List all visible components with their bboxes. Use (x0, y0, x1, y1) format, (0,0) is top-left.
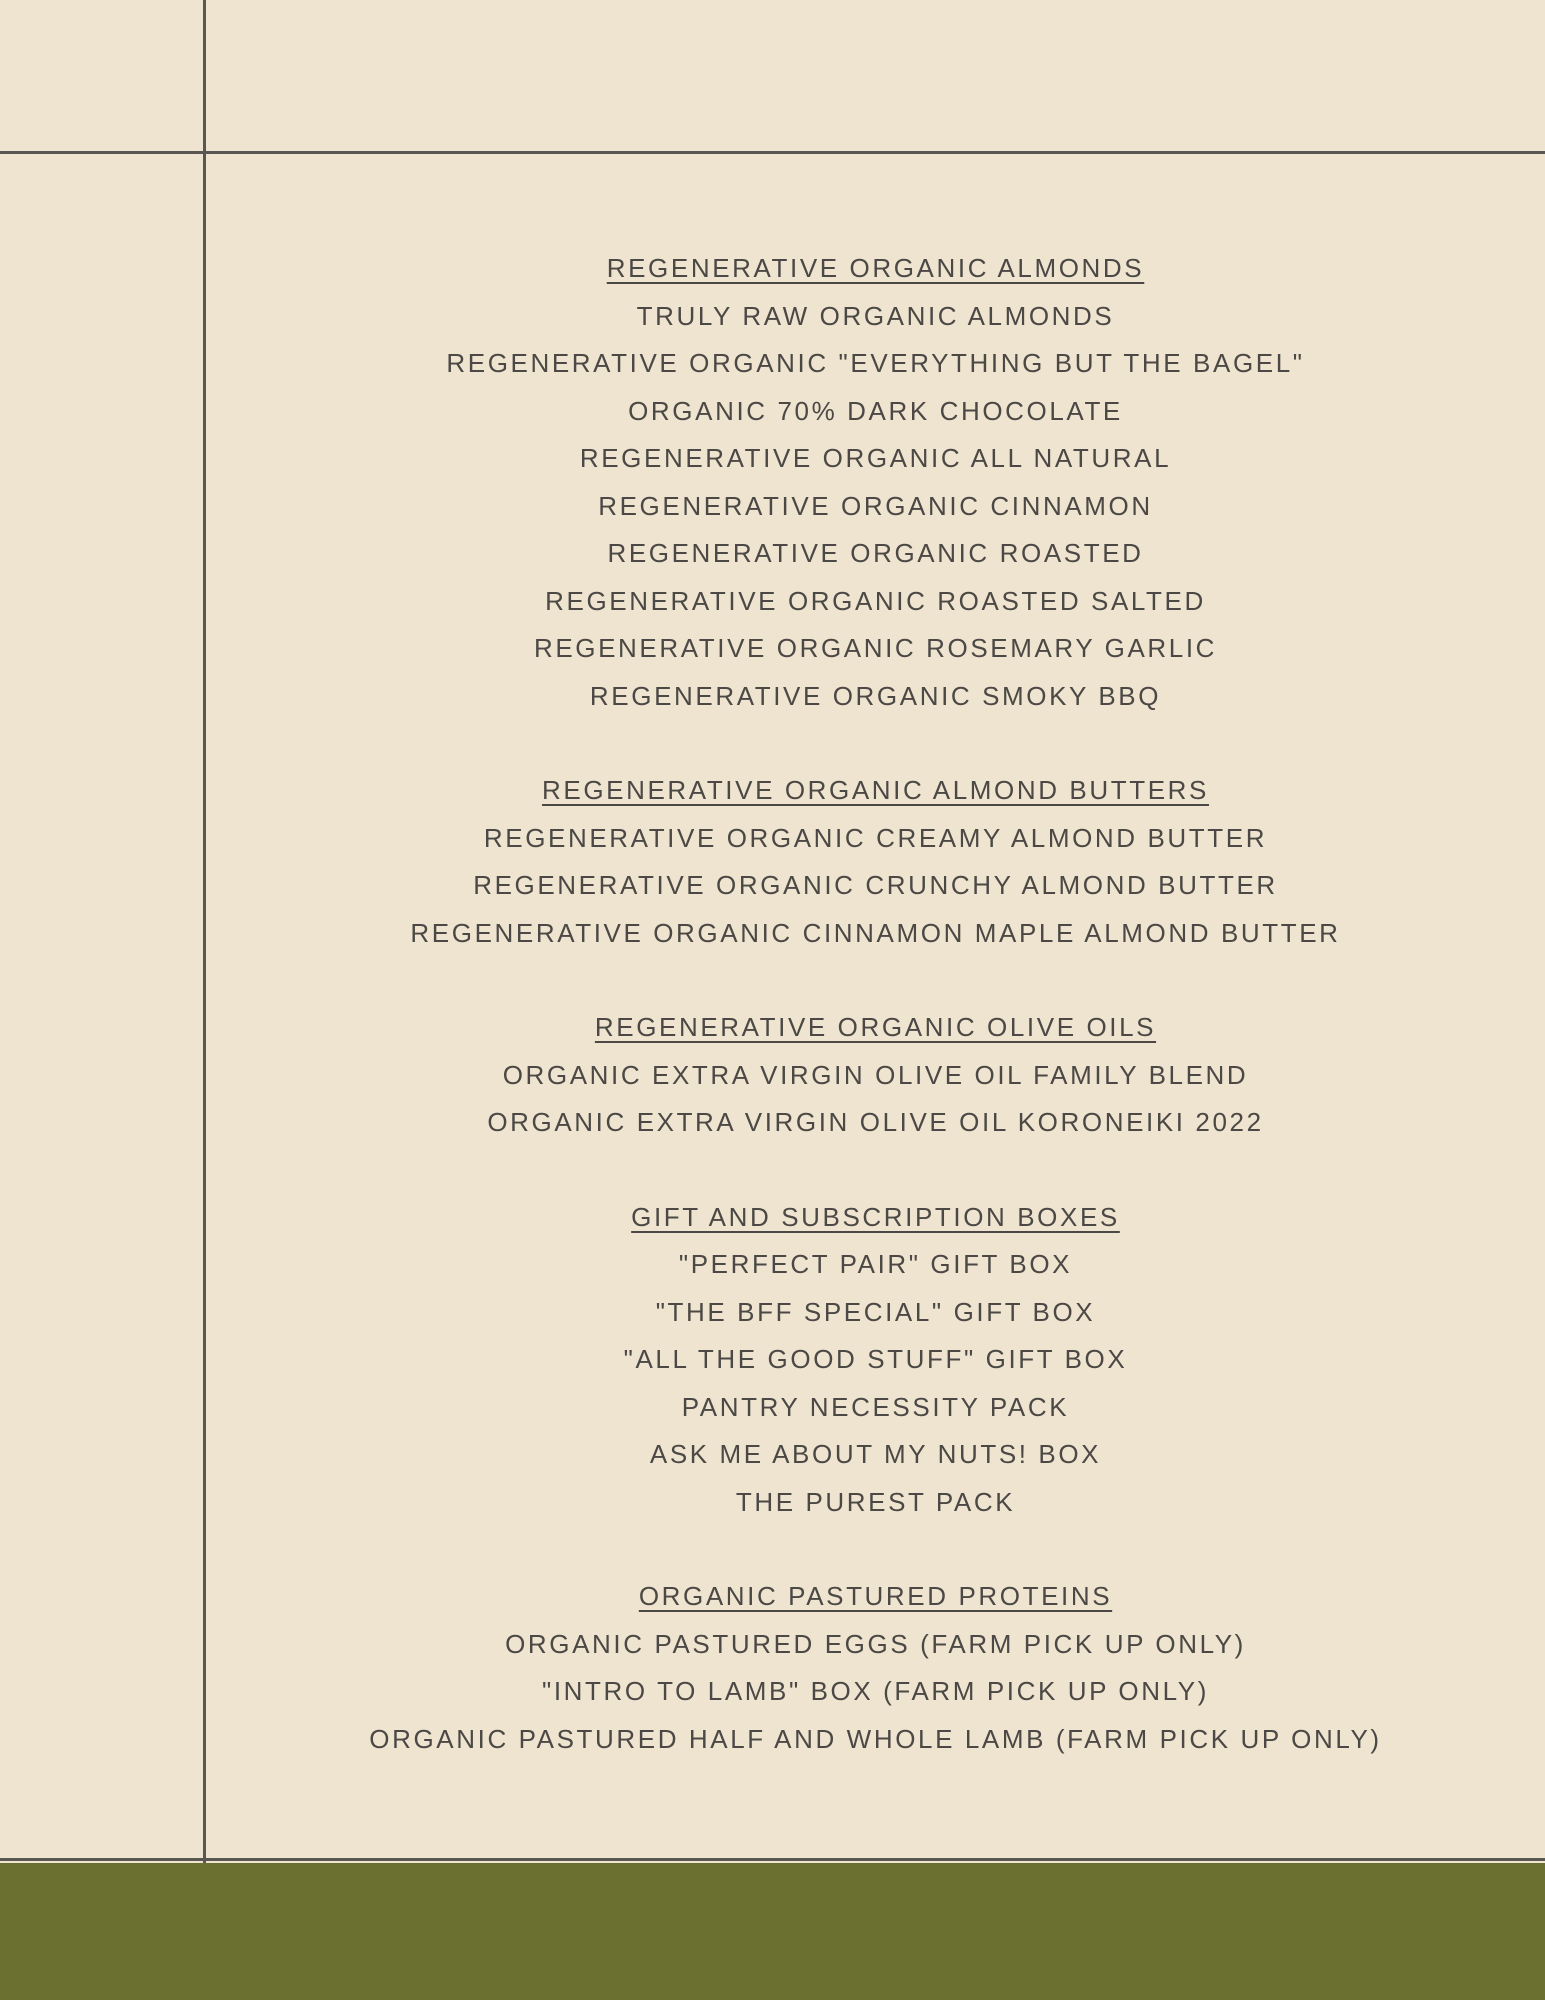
section-heading-text: GIFT AND SUBSCRIPTION BOXES (631, 1201, 1120, 1232)
top-horizontal-rule (0, 151, 1545, 154)
product-item: REGENERATIVE ORGANIC CREAMY ALMOND BUTTER (483, 822, 1268, 853)
section-heading-text: REGENERATIVE ORGANIC ALMOND BUTTERS (542, 775, 1209, 805)
product-item: PANTRY NECESSITY PACK (681, 1391, 1070, 1422)
bottom-horizontal-rule (0, 1858, 1545, 1861)
product-list (206, 245, 1545, 1810)
product-item: ORGANIC PASTURED HALF AND WHOLE LAMB (FARM PICK UP ONLY) (369, 1723, 1382, 1754)
section-heading (206, 245, 1545, 293)
product-section (206, 245, 1545, 720)
section-heading (206, 1194, 1545, 1242)
product-item: "PERFECT PAIR" GIFT BOX (678, 1249, 1073, 1279)
section-heading-text: REGENERATIVE ORGANIC OLIVE OILS (594, 1012, 1157, 1042)
product-item: ORGANIC EXTRA VIRGIN OLIVE OIL KORONEIKI 2022 (487, 1107, 1264, 1137)
product-item: REGENERATIVE ORGANIC "EVERYTHING BUT THE BAGEL" (446, 348, 1305, 378)
product-item: ASK ME ABOUT MY NUTS! BOX (649, 1439, 1102, 1469)
product-item: REGENERATIVE ORGANIC ROSEMARY GARLIC (533, 633, 1218, 663)
product-item: REGENERATIVE ORGANIC ROASTED SALTED (545, 585, 1206, 616)
product-item: REGENERATIVE ORGANIC SMOKY BBQ (589, 680, 1162, 711)
section-heading-text: ORGANIC PASTURED PROTEINS (638, 1581, 1113, 1611)
section-heading (206, 767, 1545, 815)
product-item: "THE BFF SPECIAL" GIFT BOX (655, 1296, 1096, 1327)
product-section (206, 767, 1545, 957)
section-heading (206, 1004, 1545, 1052)
product-item: REGENERATIVE ORGANIC CRUNCHY ALMOND BUTTER (473, 870, 1278, 900)
product-item: ORGANIC 70% DARK CHOCOLATE (628, 395, 1123, 426)
product-item: TRULY RAW ORGANIC ALMONDS (636, 300, 1115, 331)
product-item: REGENERATIVE ORGANIC ALL NATURAL (579, 443, 1172, 473)
product-item: REGENERATIVE ORGANIC ROASTED (607, 538, 1144, 568)
footer-band (0, 1863, 1545, 2000)
product-item: REGENERATIVE ORGANIC CINNAMON (598, 490, 1153, 521)
section-heading (206, 1573, 1545, 1621)
product-item: THE PUREST PACK (735, 1486, 1016, 1517)
section-heading-text: REGENERATIVE ORGANIC ALMONDS (606, 253, 1145, 283)
product-section (206, 1004, 1545, 1147)
product-section (206, 1573, 1545, 1763)
product-item: "ALL THE GOOD STUFF" GIFT BOX (623, 1344, 1128, 1374)
product-section (206, 1194, 1545, 1527)
product-item: ORGANIC EXTRA VIRGIN OLIVE OIL FAMILY BLEND (502, 1059, 1249, 1090)
product-item: REGENERATIVE ORGANIC CINNAMON MAPLE ALMOND BUTTER (410, 917, 1341, 948)
product-item: "INTRO TO LAMB" BOX (FARM PICK UP ONLY) (542, 1676, 1209, 1706)
product-item: ORGANIC PASTURED EGGS (FARM PICK UP ONLY) (505, 1628, 1246, 1659)
